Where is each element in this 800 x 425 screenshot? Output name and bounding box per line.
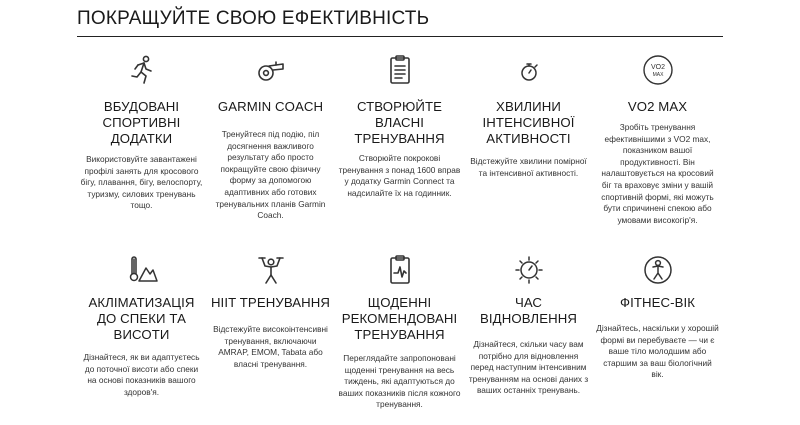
feature-card xyxy=(335,50,464,250)
hiit-person-icon xyxy=(254,253,288,287)
daily-workout-clipboard-icon xyxy=(383,253,417,287)
feature-title: GARMIN COACH xyxy=(217,99,324,114)
feature-description: Відстежуйте хвилини помірної та інтенсивної активності. xyxy=(470,156,587,178)
section-header xyxy=(77,8,723,37)
feature-description: Дізнайтеся, як ви адаптуєтесь до поточної висоти або спеки на основі показників вашого здоров'я. xyxy=(83,352,200,397)
feature-title: АКЛІМАТИЗАЦІЯ ДО СПЕКИ ТА ВИСОТИ xyxy=(88,295,195,342)
clipboard-icon xyxy=(383,53,417,87)
stopwatch-icon xyxy=(512,53,546,87)
feature-card xyxy=(206,250,335,411)
feature-title: ХВИЛИНИ ІНТЕНСИВНОЇ АКТИВНОСТІ xyxy=(482,99,575,146)
features-row-1 xyxy=(77,50,723,250)
feature-card xyxy=(206,50,335,250)
recovery-timer-icon xyxy=(512,253,546,287)
vo2max-icon xyxy=(641,53,675,87)
feature-title: VO2 MAX xyxy=(627,99,688,114)
whistle-icon xyxy=(254,53,288,87)
feature-card xyxy=(335,250,464,411)
feature-description: Відстежуйте високоінтенсивні тренування, включаючи AMRAP, EMOM, Tabata або власні тренування. xyxy=(213,324,328,369)
feature-title: ВБУДОВАНІ СПОРТИВНІ ДОДАТКИ xyxy=(102,99,181,146)
feature-description: Дізнайтеся, скільки часу вам потрібно для відновлення перед наступним інтенсивним тренуванням на основі даних з ваших останніх тренувань. xyxy=(468,339,589,396)
feature-title: ФІТНЕС-ВІК xyxy=(619,295,696,310)
feature-description: Створюйте покрокові тренування з понад 1600 вправ у додатку Garmin Connect та надсилайте їх на годинник. xyxy=(338,153,461,198)
feature-title: СТВОРЮЙТЕ ВЛАСНІ ТРЕНУВАННЯ xyxy=(354,99,445,146)
thermometer-mountain-icon xyxy=(125,253,159,287)
running-person-icon xyxy=(125,53,159,87)
feature-description: Тренуйтеся під подію, піл досягнення важливого результату або просто покращуйте свою фізичну форму за допомогою адаптивних або готових тренувальних планів Garmin Coach. xyxy=(215,129,326,221)
feature-description: Зробіть тренування ефективнішими з VO2 max, показником вашої продуктивності. Він налаштовується на кросовий біг та враховує зміни у вашій спортивній формі, які можуть бути спричинені спекою або умовами високогір'я. xyxy=(601,122,714,225)
svg-text:MAX: MAX xyxy=(652,72,663,78)
feature-card xyxy=(77,50,206,250)
feature-card xyxy=(77,250,206,411)
features-grid xyxy=(77,50,723,410)
title-divider xyxy=(77,36,723,37)
fitness-age-icon xyxy=(641,253,675,287)
feature-description: Переглядайте запропоновані щоденні тренування на весь тиждень, які адаптуються до ваших показників після кожного тренування. xyxy=(338,353,461,410)
features-row-2 xyxy=(77,250,722,411)
page-title: ПОКРАЩУЙТЕ СВОЮ ЕФЕКТИВНІСТЬ xyxy=(77,8,430,29)
feature-card xyxy=(593,250,722,411)
feature-description: Використовуйте завантажені профілі занять для кросового бігу, плавання, бігу, велоспорту, туризму, силових тренувань тощо. xyxy=(80,154,203,211)
feature-description: Дізнайтесь, наскільки у хорошій формі ви перебуваєте — чи є ваше тіло молодшим або старшим за ваш біологічний вік. xyxy=(596,323,719,380)
feature-title: HIIT ТРЕНУВАННЯ xyxy=(210,295,331,310)
feature-card xyxy=(593,50,722,250)
svg-text:VO2: VO2 xyxy=(650,64,665,71)
feature-card xyxy=(464,50,593,250)
feature-card xyxy=(464,250,593,411)
feature-title: ЩОДЕННІ РЕКОМЕНДОВАНІ ТРЕНУВАННЯ xyxy=(341,295,458,342)
feature-title: ЧАС ВІДНОВЛЕННЯ xyxy=(480,295,577,326)
